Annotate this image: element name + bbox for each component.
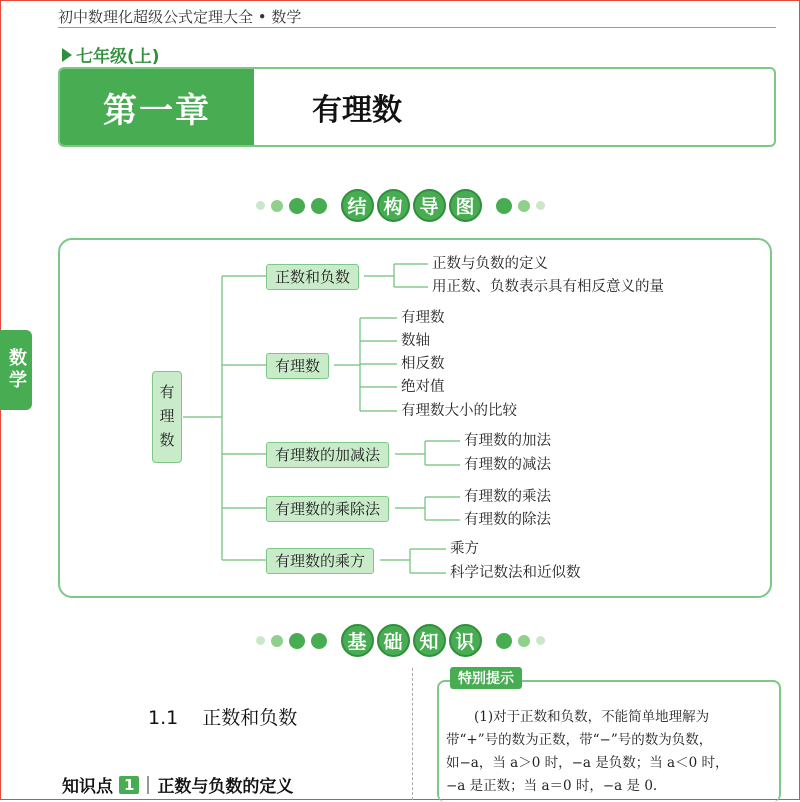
leaf-item: 数轴 xyxy=(401,333,430,349)
leaf-item: 用正数、负数表示具有相反意义的量 xyxy=(432,279,664,295)
banner-char: 导 xyxy=(413,189,446,222)
root-char: 数 xyxy=(159,431,175,449)
leaf-item: 科学记数法和近似数 xyxy=(450,565,581,581)
basics-banner xyxy=(0,624,800,657)
tip-line: 如−a，当 a＞0 时，−a 是负数；当 a＜0 时， xyxy=(446,755,729,771)
leaf-item: 有理数 xyxy=(401,310,445,326)
leaf-item: 有理数的除法 xyxy=(464,512,551,528)
tip-line: −a 是正数；当 a＝0 时，−a 是 0. xyxy=(446,778,658,794)
basics-banner-text xyxy=(341,624,482,657)
banner-char: 图 xyxy=(449,189,482,222)
branch-add-subtract: 有理数的加减法 xyxy=(266,442,389,468)
banner-char: 构 xyxy=(377,189,410,222)
divider-bar xyxy=(147,776,149,794)
leaf-item: 正数与负数的定义 xyxy=(432,256,548,272)
knowledge-point-heading xyxy=(62,772,293,797)
dot-icon xyxy=(271,635,283,647)
branch-powers: 有理数的乘方 xyxy=(266,548,374,574)
banner-char: 基 xyxy=(341,624,374,657)
chapter-title: 有理数 xyxy=(312,93,402,128)
section-number: 1.1 xyxy=(148,707,179,729)
column-divider xyxy=(412,668,413,800)
running-header: 初中数理化超级公式定理大全 • 数学 xyxy=(58,8,302,26)
branch-positive-negative: 正数和负数 xyxy=(266,264,359,290)
leaf-item: 乘方 xyxy=(450,541,479,557)
dot-icon xyxy=(518,635,530,647)
knowledge-point-index: 1 xyxy=(119,776,139,794)
chapter-number: 第一章 xyxy=(60,69,254,145)
dot-icon xyxy=(289,633,305,649)
knowledge-point-title: 正数与负数的定义 xyxy=(157,777,294,797)
tip-line: 带“+”号的数为正数，带“−”号的数为负数， xyxy=(446,732,713,748)
root-char: 有 xyxy=(159,383,175,401)
branch-rational-numbers: 有理数 xyxy=(266,353,329,379)
tip-label: 特别提示 xyxy=(450,667,522,689)
section-title: 正数和负数 xyxy=(202,707,298,729)
section-heading xyxy=(148,703,297,730)
banner-char: 础 xyxy=(377,624,410,657)
dot-icon xyxy=(496,633,512,649)
dot-icon xyxy=(311,633,327,649)
tip-text xyxy=(446,706,770,798)
banner-char: 识 xyxy=(449,624,482,657)
branch-multiply-divide: 有理数的乘除法 xyxy=(266,496,389,522)
leaf-item: 有理数大小的比较 xyxy=(401,403,517,419)
tip-line: (1)对于正数和负数，不能简单地理解为 xyxy=(474,709,710,725)
leaf-item: 有理数的加法 xyxy=(464,433,551,449)
leaf-item: 相反数 xyxy=(401,356,445,372)
leaf-item: 有理数的减法 xyxy=(464,457,551,473)
subject-side-tab: 数学 xyxy=(0,330,32,410)
mind-map-root xyxy=(152,371,182,463)
banner-char: 结 xyxy=(341,189,374,222)
dot-icon xyxy=(256,636,265,645)
grade-text: 七年级(上) xyxy=(76,47,160,67)
root-char: 理 xyxy=(159,407,175,425)
banner-char: 知 xyxy=(413,624,446,657)
leaf-item: 有理数的乘法 xyxy=(464,489,551,505)
dot-icon xyxy=(536,636,545,645)
leaf-item: 绝对值 xyxy=(401,379,445,395)
knowledge-point-label: 知识点 xyxy=(62,777,113,797)
